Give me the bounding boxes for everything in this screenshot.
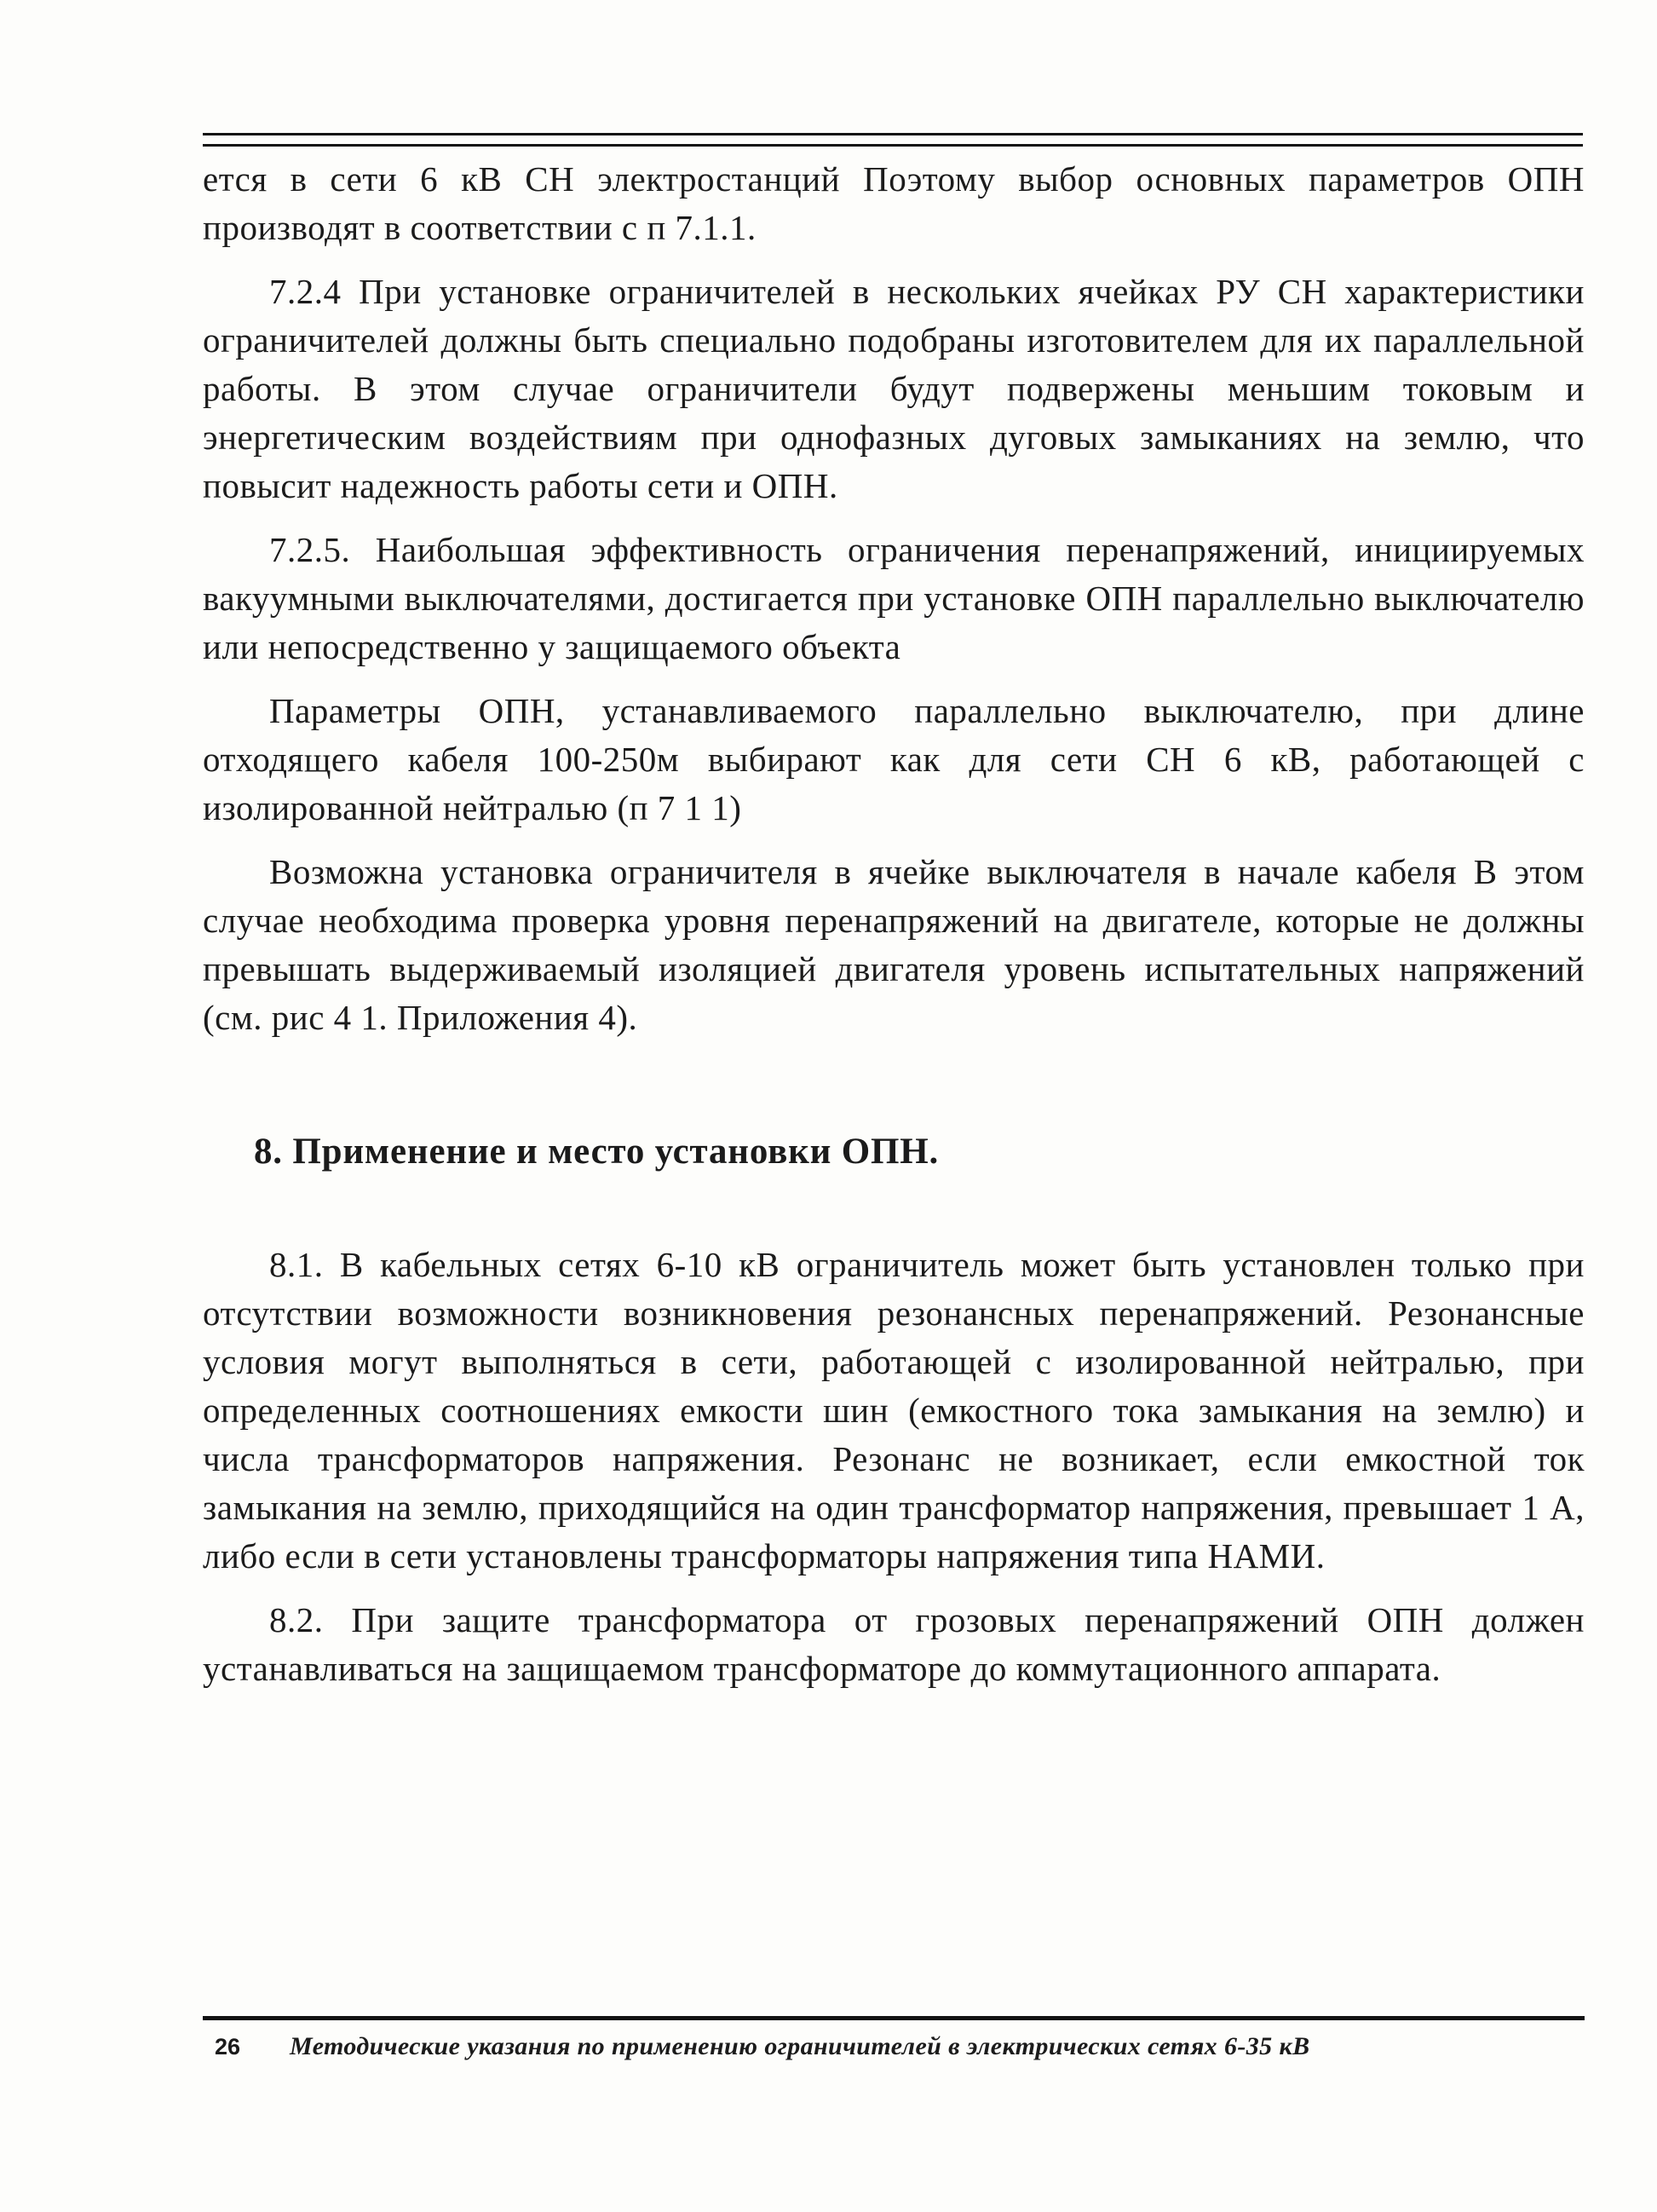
paragraph-installation: Возможна установка ограничителя в ячейке выключателя в начале кабеля В этом случае необходима проверка уровня перенапряжений на двигателе, которые не должны превышать выдерживаемый изоляцией двигателя уровень испытательных напряжений (см. рис 4 1. Приложения 4). — [203, 852, 1585, 1037]
page-number: 26 — [215, 2034, 241, 2059]
section-heading: 8. Применение и место установки ОПН. — [254, 1132, 940, 1172]
body-text — [203, 155, 1585, 1693]
top-double-rule — [203, 133, 1583, 147]
paragraph-8-2: 8.2. При защите трансформатора от грозовых перенапряжений ОПН должен устанавливаться на защищаемом трансформаторе до коммутационного аппарата. — [203, 1600, 1585, 1688]
footer-title: Методические указания по применению ограничителей в электрических сетях 6-35 кВ — [290, 2032, 1310, 2060]
paragraph-parameters: Параметры ОПН, устанавливаемого параллельно выключателю, при длине отходящего кабеля 100-250м выбирают как для сети СН 6 кВ, работающей с изолированной нейтралью (п 7 1 1) — [203, 691, 1585, 827]
paragraph-7-2-4: 7.2.4 При установке ограничителей в нескольких ячейках РУ СН характеристики ограничителей должны быть специально подобраны изготовителем для их параллельной работы. В этом случае ограничители будут подвержены меньшим токовым и энергетическим воздействиям при однофазных дуговых замыканиях на землю, что повысит надежность работы сети и ОПН. — [203, 272, 1585, 505]
paragraph-7-2-5: 7.2.5. Наибольшая эффективность ограничения перенапряжений, инициируемых вакуумными выключателями, достигается при установке ОПН параллельно выключателю или непосредственно у защищаемого объекта — [203, 530, 1585, 666]
footer-row — [203, 2020, 1585, 2061]
paragraph-continuation: ется в сети 6 кВ СН электростанций Поэтому выбор основных параметров ОПН производят в соответствии с п 7.1.1. — [203, 159, 1585, 247]
paragraph-8-1: 8.1. В кабельных сетях 6-10 кВ ограничитель может быть установлен только при отсутствии возможности возникновения резонансных перенапряжений. Резонансные условия могут выполняться в сети, работающей с изолированной нейтралью, при определенных соотношениях емкости шин (емкостного тока замыкания на землю) и числа трансформаторов напряжения. Резонанс не возникает, если емкостной ток замыкания на землю, приходящийся на один трансформатор напряжения, превышает 1 А, либо если в сети установлены трансформаторы напряжения типа НАМИ. — [203, 1245, 1585, 1575]
page-footer — [203, 2016, 1585, 2061]
